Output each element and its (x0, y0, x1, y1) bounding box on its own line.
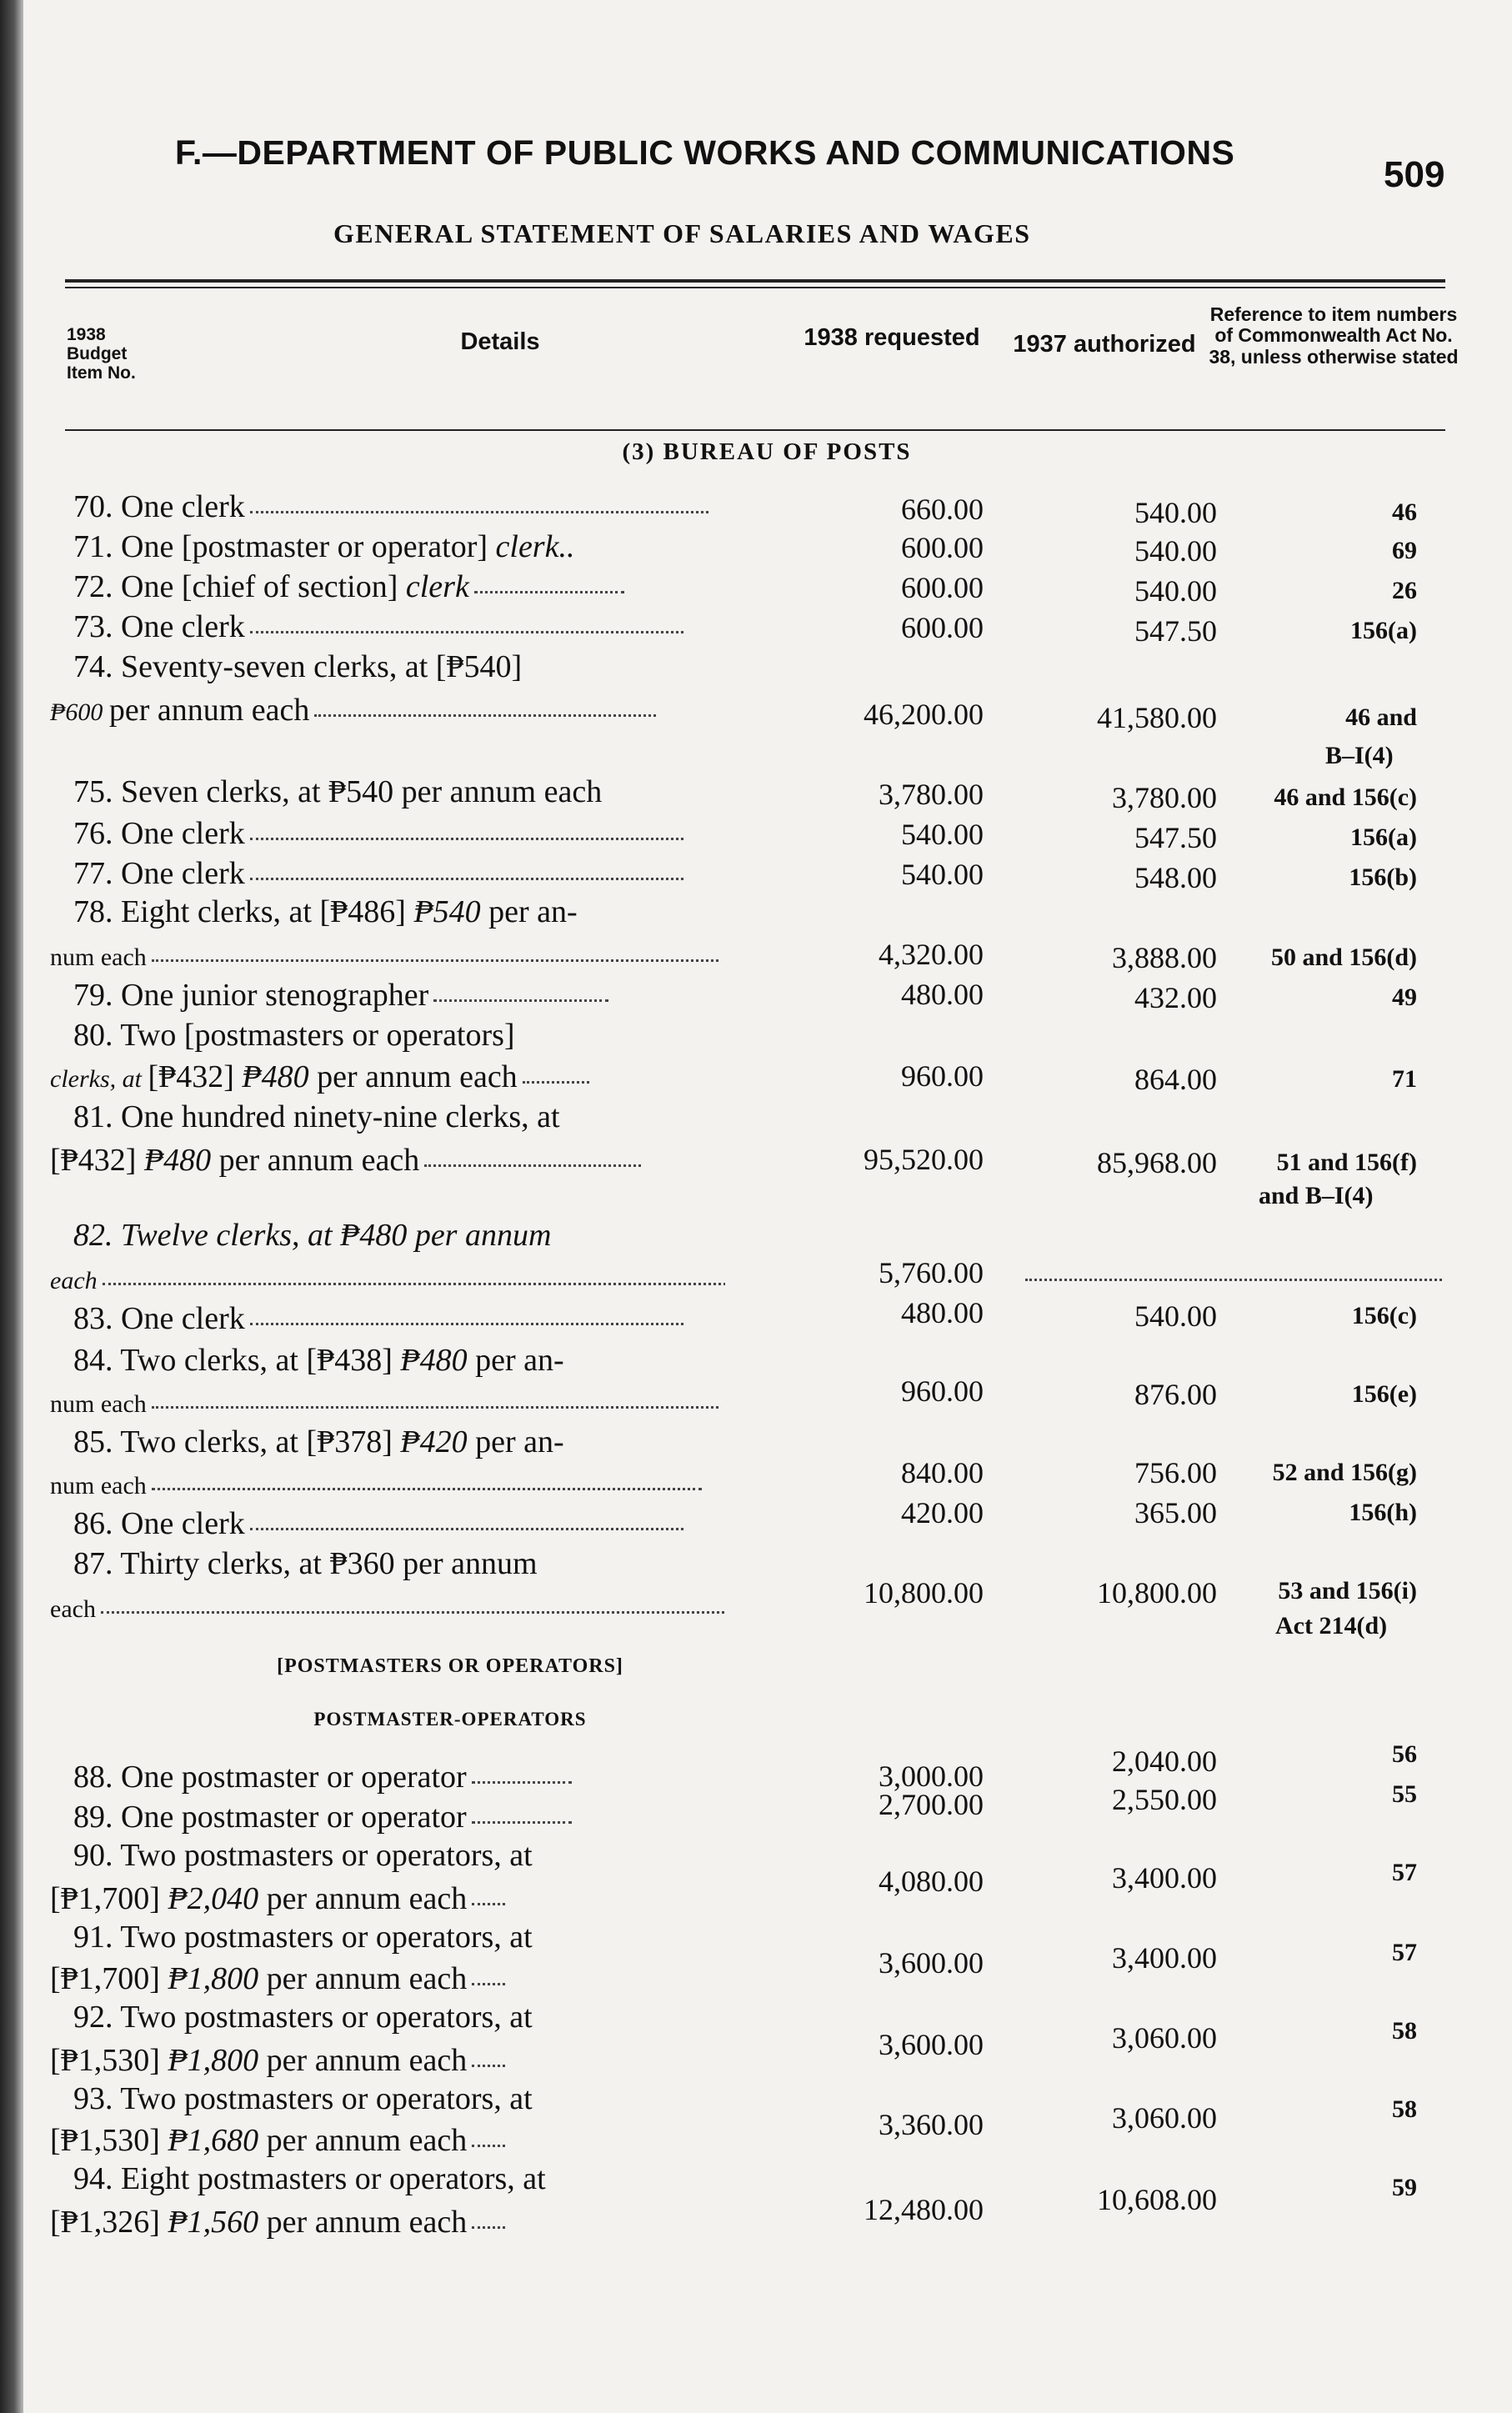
reference-value: 58 (1392, 2017, 1417, 2045)
requested-value: 3,360.00 (879, 2108, 984, 2141)
blank-leader-line (1025, 1279, 1442, 1281)
book-spine-shadow (0, 0, 23, 2413)
table-row-85-details-continued: num each (50, 1465, 725, 1507)
table-row-90-details: 90. Two postmasters or operators, at (73, 1838, 533, 1873)
table-row-73-details: 73. One clerk (73, 608, 748, 650)
authorized-value: 3,060.00 (1112, 2021, 1217, 2055)
reference-value: 69 (1392, 537, 1417, 564)
table-row-82-details-continued: each (50, 1260, 725, 1302)
table-row-88-details: 88. One postmaster or operator (73, 1759, 748, 1800)
table-row-78-details-continued: num each (50, 937, 725, 979)
reference-value-continued: Act 214(d) (1275, 1612, 1388, 1640)
requested-value: 46,200.00 (864, 698, 984, 731)
requested-value: 600.00 (901, 531, 984, 564)
column-header-authorized: 1937 authorized (1013, 331, 1196, 358)
reference-value: 46 and (1345, 703, 1417, 731)
requested-value: 10,800.00 (864, 1576, 984, 1610)
reference-value: 156(h) (1349, 1499, 1417, 1526)
table-row-86-details: 86. One clerk (73, 1505, 748, 1547)
authorized-value: 864.00 (1134, 1063, 1217, 1096)
page-number: 509 (1384, 154, 1445, 195)
reference-value: 46 and 156(c) (1274, 783, 1417, 811)
table-row-93-details-continued: [₱1,530] ₱1,680 per annum each (50, 2122, 725, 2164)
table-row-78-details: 78. Eight clerks, at [₱486] ₱540 per an- (73, 894, 578, 929)
reference-value: 156(e) (1351, 1380, 1417, 1408)
requested-value: 3,000.00 (879, 1760, 984, 1793)
requested-value: 480.00 (901, 978, 984, 1011)
reference-value: 52 and 156(g) (1272, 1459, 1417, 1486)
table-row-81-details-continued: [₱432] ₱480 per annum each (50, 1142, 725, 1184)
table-row-93-details: 93. Two postmasters or operators, at (73, 2081, 533, 2116)
reference-value: 55 (1392, 1780, 1417, 1808)
table-row-72-details: 72. One [chief of section] clerk (73, 568, 748, 610)
authorized-value: 876.00 (1134, 1378, 1217, 1411)
requested-value: 3,780.00 (879, 778, 984, 811)
table-row-91-details-continued: [₱1,700] ₱1,800 per annum each (50, 1960, 725, 2002)
table-row-92-details-continued: [₱1,530] ₱1,800 per annum each (50, 2042, 725, 2084)
table-row-84-details-continued: num each (50, 1384, 725, 1425)
authorized-value: 3,400.00 (1112, 1941, 1217, 1975)
reference-value: 57 (1392, 1939, 1417, 1966)
authorized-value: 547.50 (1134, 614, 1217, 648)
table-row-94-details: 94. Eight postmasters or operators, at (73, 2161, 546, 2196)
requested-value: 12,480.00 (864, 2193, 984, 2226)
requested-value: 600.00 (901, 611, 984, 644)
table-row-77-details: 77. One clerk (73, 855, 748, 897)
requested-value: 4,320.00 (879, 938, 984, 971)
authorized-value: 3,780.00 (1112, 781, 1217, 814)
table-row-85-details: 85. Two clerks, at [₱378] ₱420 per an- (73, 1424, 564, 1459)
page-title: F.—DEPARTMENT OF PUBLIC WORKS AND COMMUNICATIONS (175, 133, 1235, 172)
group-title-postmasters-or-operators: [POSTMASTERS OR OPERATORS] (277, 1655, 623, 1677)
table-row-75-details: 75. Seven clerks, at ₱540 per annum each (73, 774, 603, 809)
table-row-84-details: 84. Two clerks, at [₱438] ₱480 per an- (73, 1343, 564, 1378)
table-row-87-details: 87. Thirty clerks, at ₱360 per annum (73, 1546, 538, 1581)
table-row-89-details: 89. One postmaster or operator (73, 1799, 748, 1840)
table-row-71-details: 71. One [postmaster or operator] clerk.. (73, 529, 575, 564)
requested-value: 540.00 (901, 858, 984, 891)
column-header-requested: 1938 requested (804, 324, 980, 351)
reference-value: 51 and 156(f) (1276, 1149, 1417, 1176)
authorized-value: 540.00 (1134, 1299, 1217, 1333)
table-row-90-details-continued: [₱1,700] ₱2,040 per annum each (50, 1880, 725, 1922)
requested-value: 540.00 (901, 818, 984, 851)
authorized-value: 365.00 (1134, 1496, 1217, 1529)
reference-value: 59 (1392, 2174, 1417, 2201)
column-header-item-no: 1938 Budget Item No. (67, 325, 136, 383)
table-row-74-details-continued: ₱600 per annum each (50, 692, 725, 733)
authorized-value: 41,580.00 (1097, 701, 1217, 734)
requested-value: 4,080.00 (879, 1865, 984, 1898)
table-row-91-details: 91. Two postmasters or operators, at (73, 1920, 533, 1955)
table-row-79-details: 79. One junior stenographer (73, 977, 748, 1019)
table-row-82-details: 82. Twelve clerks, at ₱480 per annum (73, 1218, 552, 1253)
authorized-value: 10,608.00 (1097, 2183, 1217, 2216)
reference-value: 56 (1392, 1740, 1417, 1768)
reference-value: 57 (1392, 1859, 1417, 1886)
column-header-details: Details (460, 328, 540, 355)
reference-value: 156(c) (1351, 1302, 1417, 1329)
requested-value: 960.00 (901, 1374, 984, 1408)
group-title-postmaster-operators: POSTMASTER-OPERATORS (313, 1709, 587, 1730)
table-row-80-details: 80. Two [postmasters or operators] (73, 1018, 515, 1053)
table-row-87-details-continued: each (50, 1589, 725, 1630)
page-subtitle: GENERAL STATEMENT OF SALARIES AND WAGES (333, 218, 1031, 248)
reference-value-continued: B–I(4) (1325, 742, 1394, 769)
reference-value: 156(a) (1350, 617, 1417, 644)
reference-value: 46 (1392, 498, 1417, 526)
table-row-80-details-continued: clerks, at [₱432] ₱480 per annum each (50, 1059, 725, 1100)
requested-value: 95,520.00 (864, 1143, 984, 1176)
requested-value: 5,760.00 (879, 1256, 984, 1289)
requested-value: 420.00 (901, 1496, 984, 1529)
authorized-value: 3,888.00 (1112, 941, 1217, 974)
authorized-value: 2,040.00 (1112, 1745, 1217, 1778)
requested-value: 960.00 (901, 1059, 984, 1093)
reference-value: 58 (1392, 2095, 1417, 2123)
table-row-70-details: 70. One clerk (73, 488, 748, 530)
authorized-value: 540.00 (1134, 496, 1217, 529)
section-title: (3) BUREAU OF POSTS (622, 438, 912, 465)
reference-value: 71 (1392, 1065, 1417, 1093)
requested-value: 840.00 (901, 1456, 984, 1489)
authorized-value: 85,968.00 (1097, 1146, 1217, 1179)
table-row-83-details: 83. One clerk (73, 1300, 748, 1342)
table-row-94-details-continued: [₱1,326] ₱1,560 per annum each (50, 2204, 725, 2245)
reference-value: 50 and 156(d) (1270, 944, 1417, 971)
authorized-value: 3,400.00 (1112, 1861, 1217, 1895)
table-row-76-details: 76. One clerk (73, 815, 748, 857)
authorized-value: 540.00 (1134, 534, 1217, 568)
header-rule-top (65, 279, 1445, 283)
reference-value-continued: and B–I(4) (1259, 1182, 1374, 1209)
table-row-81-details: 81. One hundred ninety-nine clerks, at (73, 1099, 560, 1134)
authorized-value: 547.50 (1134, 821, 1217, 854)
requested-value: 600.00 (901, 571, 984, 604)
authorized-value: 540.00 (1134, 574, 1217, 608)
authorized-value: 10,800.00 (1097, 1576, 1217, 1610)
table-row-92-details: 92. Two postmasters or operators, at (73, 2000, 533, 2035)
requested-value: 660.00 (901, 493, 984, 526)
reference-value: 26 (1392, 577, 1417, 604)
authorized-value: 548.00 (1134, 861, 1217, 894)
authorized-value: 432.00 (1134, 981, 1217, 1014)
header-rule-second (65, 287, 1445, 288)
authorized-value: 756.00 (1134, 1456, 1217, 1489)
header-rule-bottom (65, 429, 1445, 431)
requested-value: 2,700.00 (879, 1788, 984, 1821)
reference-value: 53 and 156(i) (1278, 1577, 1417, 1604)
authorized-value: 3,060.00 (1112, 2101, 1217, 2135)
reference-value: 156(a) (1350, 824, 1417, 851)
requested-value: 480.00 (901, 1296, 984, 1329)
reference-value: 49 (1392, 984, 1417, 1011)
reference-value: 156(b) (1349, 864, 1417, 891)
table-row-74-details: 74. Seventy-seven clerks, at [₱540] (73, 649, 523, 684)
requested-value: 3,600.00 (879, 2028, 984, 2061)
requested-value: 3,600.00 (879, 1946, 984, 1980)
authorized-value: 2,550.00 (1112, 1783, 1217, 1816)
column-header-reference: Reference to item numbers of Commonwealth Act No. 38, unless otherwise stated (1209, 303, 1459, 368)
